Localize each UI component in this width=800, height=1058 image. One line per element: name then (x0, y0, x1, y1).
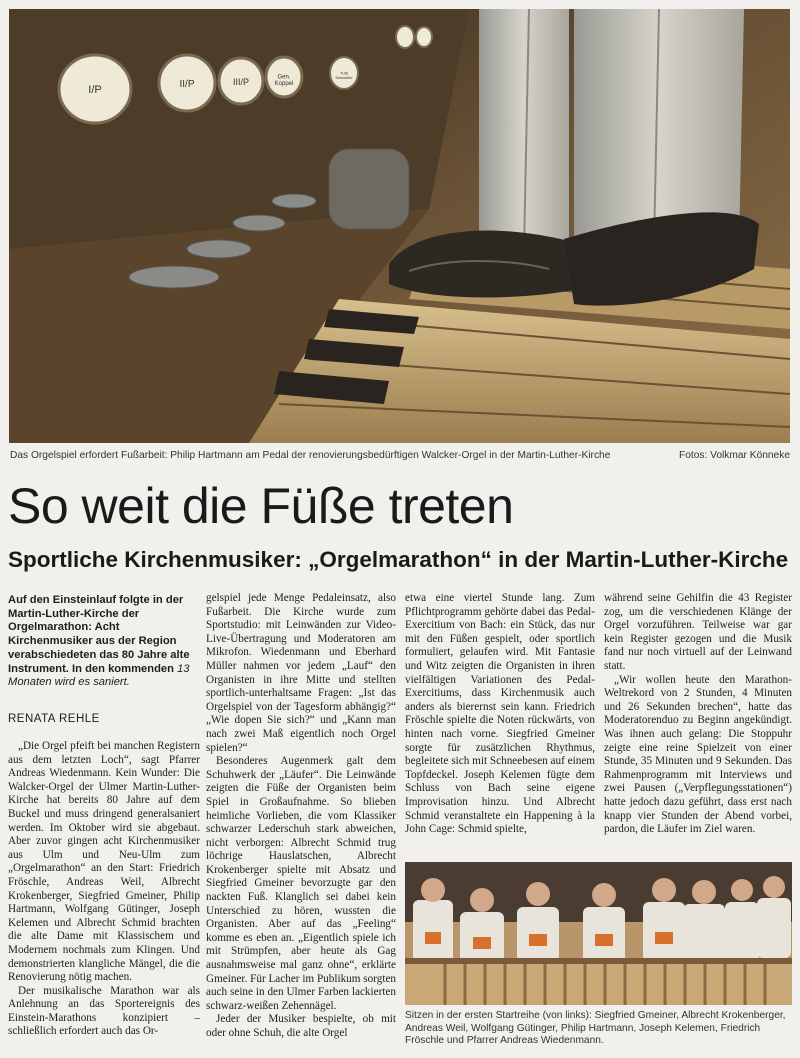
organ-pedal-illustration (9, 9, 790, 443)
group-photo-illustration (405, 862, 792, 1005)
article-column-3 (405, 592, 595, 837)
caption-text: Das Orgelspiel erfordert Fußarbeit: Philip Hartmann am Pedal der renovierungsbedürftigen Walcker-Orgel in der Martin-Luther-Kirche (10, 450, 611, 461)
article-column-1 (8, 740, 200, 1039)
group-photo-organists (405, 862, 792, 1005)
main-photo-organ-pedals (9, 9, 790, 443)
lead-paragraph (8, 594, 200, 690)
group-photo-caption: Sitzen in der ersten Startreihe (von links): Siegfried Gmeiner, Albrecht Krokenberger, Andreas Weil, Wolfgang Gütinger, Philip Hartmann, Joseph Kelemen, Friedrich Fröschle und Pfarrer Andreas Wiedenmann. (405, 1010, 786, 1046)
headline: So weit die Füße treten (8, 478, 514, 534)
paragraph: Jeder der Musiker bespielte, ob mit oder ohne Schuh, die alte Orgel (206, 1013, 396, 1039)
paragraph: während seine Gehilfin die 43 Register zog, um die verschiedenen Klänge der Orgel vorzuführen. Teilweise war gar kein Register gezogen und die Musik fand nur noch virtuell auf der Leinwand statt. (604, 592, 792, 672)
author-byline: RENATA REHLE (8, 713, 100, 725)
stop-label-ii-p: II/P (179, 79, 195, 90)
photo-credit: Fotos: Volkmar Könneke (679, 450, 790, 461)
paragraph: gelspiel jede Menge Pedaleinsatz, also Fußarbeit. Die Kirche wurde zum Sportstudio: mit Leinwänden zur Video-Live-Übertragung und Moderatoren am Mikrofon. Wiedenmann und Eberhard Müller nahmen vor jedem „Lauf“ den Organisten in ihre Mitte und stellten sportlich-unterhaltsame Fragen: „Ist das Orgelspiel von der Tagesform abhängig?“ „Wie dopen Sie sich?“ und „Kann man nach zwei Maß eigentlich noch Orgel spielen?“ (206, 592, 396, 754)
stop-label-gen-koppel: Gen. Koppel (274, 74, 294, 88)
article-column-4 (604, 592, 792, 837)
article-column-2 (206, 592, 396, 1041)
paragraph: etwa eine viertel Stunde lang. Zum Pflichtprogramm gehörte dabei das Pedal-Exercitium von Bach: ein Stück, das nur mit den Füßen gespielt, oder sportlich formuliert, gelaufen wird. Mit Fantasie und Witz zeigten die Organisten in ihren vielfältigen Variationen des Pedal-Exercitiums, dass Kirchenmusik auch anders als bierernst sein kann. Friedrich Fröschle spielte die Noten rückwärts, von hinten nach vorne. Siegfried Gmeiner sorgte für zusätzlichen Rhythmus, begleitete sich mit Schneebesen auf einem Topfdeckel. Joseph Kelemen fügte dem Schluss von Bach seine eigene Improvisation hinzu. Und Albrecht Schmid veranstaltete ein Happening à la John Cage: Schmid spielte, (405, 592, 595, 836)
stop-label-i-p: I/P (88, 84, 102, 96)
paragraph: „Die Orgel pfeift bei manchen Registern aus dem letzten Loch“, sagt Pfarrer Andreas Wiedenmann. Kein Wunder: Die Walcker-Orgel der Ulmer Martin-Luther-Kirche hat bereits 80 Jahre auf dem Buckel und muss dringend generalsaniert werden. Im Oktober wird sie abgebaut. Aber zuvor gingen acht Kirchenmusiker aus Ulm und Neu-Ulm zum „Orgelmarathon“ an den Start: Friedrich Fröschle, Andreas Weil, Albrecht Krokenberger, Siegfried Gmeiner, Philip Hartmann, Wolfgang Gütinger, Joseph Kelemen und Albrecht Schmid brachten die alte Dame mit Klassischem und Modernem nochmals zum Klingen. Und demonstrierten klangliche Mängel, die die Renovierung nötig machen. (8, 740, 200, 984)
lead-bold: Auf den Einsteinlauf folgte in der Martin-Luther-Kirche der Orgelmarathon: Acht Kirchenmusiker aus der Region verabschiedeten das 80 Jahre alte Instrument. In den kommenden (8, 594, 190, 675)
stop-label-iii-p: III/P (232, 77, 250, 87)
main-photo-caption (10, 450, 790, 466)
pews (405, 958, 792, 1005)
lead-tail: 13 Monaten wird es saniert. (8, 662, 190, 689)
paragraph: Der musikalische Marathon war als Anlehnung an das Sportereignis des Einstein-Marathons konzipiert – schließlich erfordert auch das Or- (8, 984, 200, 1038)
stop-label-tutti-schweller: Tutti Schweller (335, 70, 353, 80)
paragraph: „Wir wollen heute den Marathon-Weltrekord von 2 Stunden, 4 Minuten und 26 Sekunden brechen“, hatte das Moderatorenduo zu Beginn angekündigt. Was ihnen auch gelang: Die Stoppuhr zeigte eine reine Spielzeit von einer Stunde, 35 Minuten und 9 Sekunden. Das Rahmenprogramm mit Interviews und zwei Pausen („Verpflegungsstationen“) hatte jedoch dazu geführt, dass erst nach knapp vier Stunden der Abend vorbei, pardon, die Läufer im Ziel waren. (604, 673, 792, 836)
paragraph: Besonderes Augenmerk galt dem Schuhwerk der „Läufer“. Die Leinwände zeigten die Füße der Organisten beim Spiel in Großaufnahme. So blieben heimliche Vorlieben, die vom Klassiker schwarzer Lederschuh stark abweichen, nicht verborgen: Albrecht Schmid trug löchrige Hauslatschen, Albrecht Krokenberger spielte mit Absatz und Siegfried Gmeiner bevorzugte gar den nackten Fuß. Klanglich sei dabei kein Unterschied zu hören, wussten die Organisten. Aber auf das „Feeling“ komme es eben an. „Eigentlich spiele ich mit Strümpfen, aber heute als Gag ausnahmsweise mal ganz ohne“, erklärte Gmeiner. Für Lacher im Publikum sorgten auch seine in den Ulmer Farben lackierten schwarz-weißen Zehennägel. (206, 755, 396, 1012)
subheadline: Sportliche Kirchenmusiker: „Orgelmarathon“ in der Martin-Luther-Kirche (8, 547, 789, 572)
